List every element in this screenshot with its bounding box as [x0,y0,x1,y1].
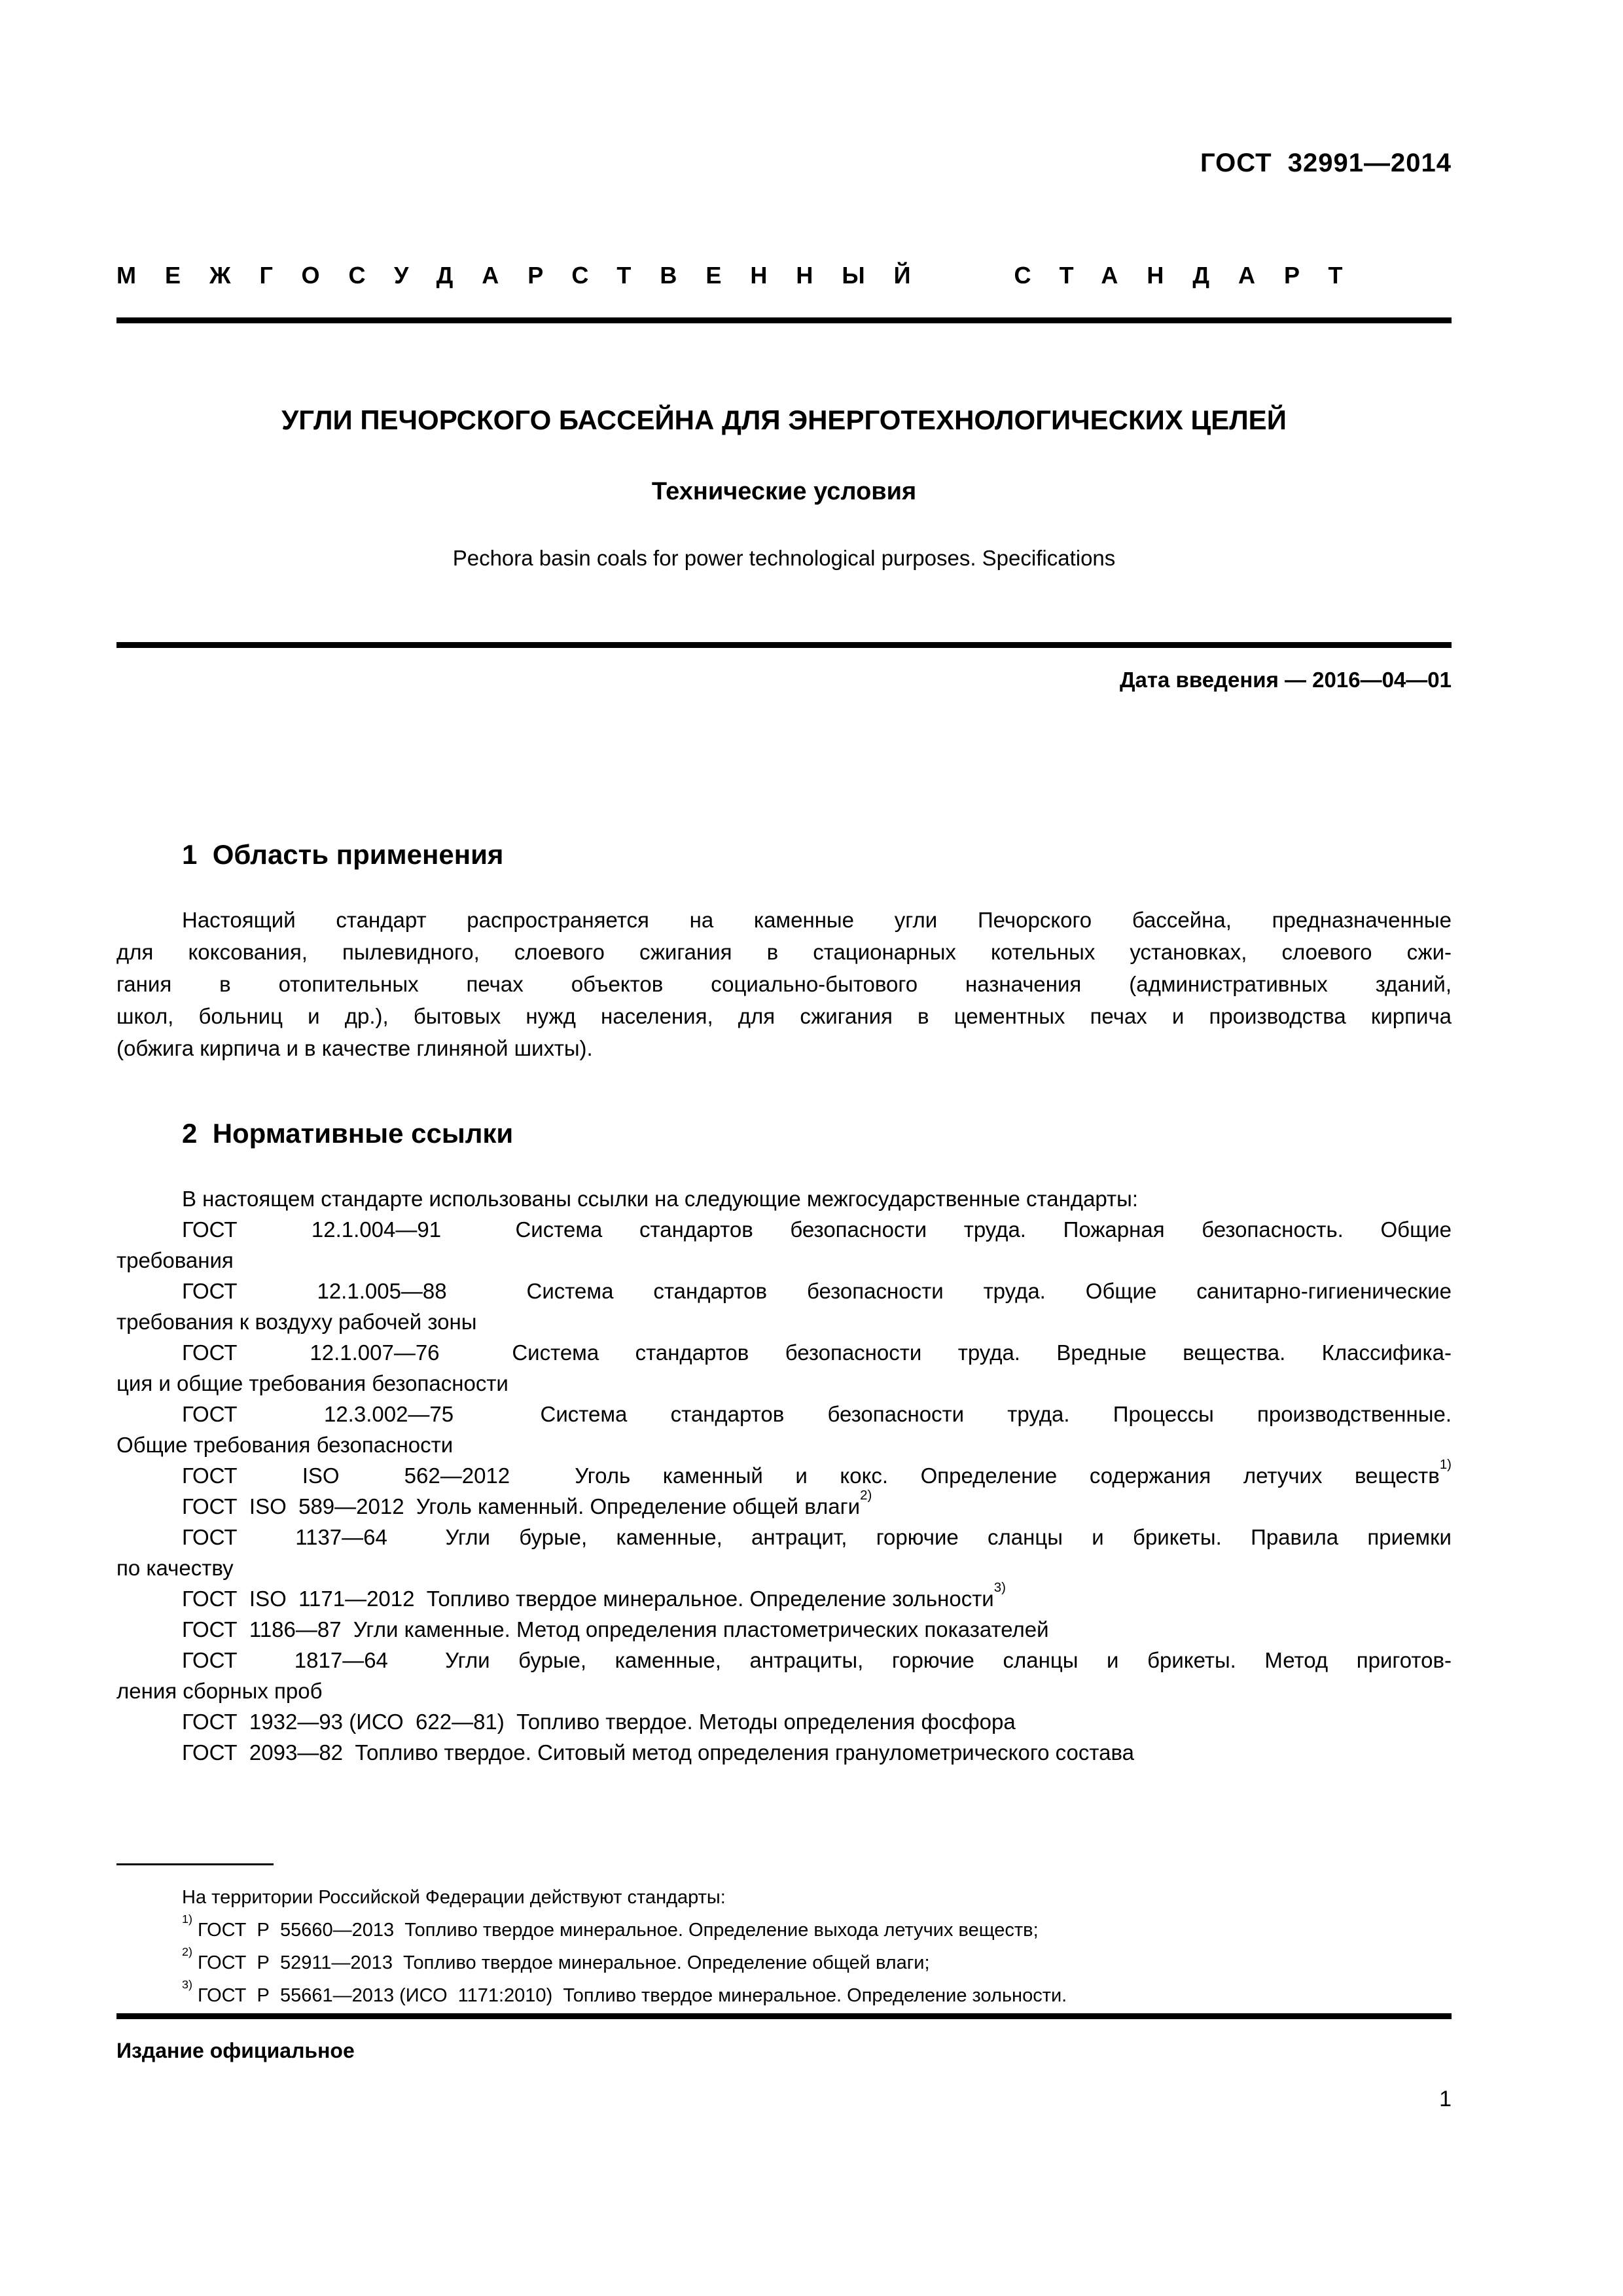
reference-text: ГОСТ ISO 1171—2012 Топливо твердое минеральное. Определение зольности [182,1587,994,1611]
reference-line: ГОСТ 12.1.004—91 Система стандартов безопасности труда. Пожарная безопасность. Общие [182,1217,1452,1242]
reference-line: ГОСТ 12.3.002—75 Система стандартов безопасности труда. Процессы производственные. [182,1402,1452,1426]
footnote-text: ГОСТ Р 55660—2013 Топливо твердое минеральное. Определение выхода летучих веществ; [192,1920,1039,1941]
page-content [0,148,1623,2113]
reference-line: ления сборных проб [116,1679,323,1703]
title-rule [116,642,1452,648]
reference-line: требования к воздуху рабочей зоны [116,1310,477,1334]
reference-line [116,1579,1452,1614]
paragraph-line: для коксования, пылевидного, слоевого сжигания в стационарных котельных установках, слоевого сжи- [116,940,1452,964]
footnote-ref-marker: 1) [1439,1456,1452,1472]
reference-line: ГОСТ 2093—82 Топливо твердое. Ситовый метод определения гранулометрического состава [182,1740,1134,1765]
section-1-heading: 1 Область применения [182,839,504,870]
page-number: 1 [1439,2087,1452,2111]
reference-line: ГОСТ 12.1.005—88 Система стандартов безопасности труда. Общие санитарно-гигиенические [182,1279,1452,1303]
reference-line: требования [116,1248,234,1272]
reference-line: ция и общие требования безопасности [116,1371,508,1395]
paragraph-line: школ, больниц и др.), бытовых нужд населения, для сжигания в цементных печах и производства кирпича [116,1004,1452,1028]
reference-line: по качеству [116,1556,234,1580]
footnotes [116,1881,1452,2012]
section-2-body [116,1183,1452,1768]
section-1-body [116,904,1452,1064]
document-subtitle: Технические условия [651,478,917,505]
reference-line: ГОСТ 1817—64 Угли бурые, каменные, антрациты, горючие сланцы и брикеты. Метод приготов- [182,1648,1452,1672]
reference-line: ГОСТ 1932—93 (ИСО 622—81) Топливо твердое. Методы определения фосфора [182,1710,1016,1734]
top-rule [116,317,1452,323]
footnote-line [116,1946,1452,1979]
footnote-marker: 3) [182,1978,192,1992]
paragraph-line: Настоящий стандарт распространяется на каменные угли Печорского бассейна, предназначенные [182,908,1452,932]
paragraph-line: гания в отопительных печах объектов социально-бытового назначения (административных зданий, [116,972,1452,996]
footnote-text: ГОСТ Р 55661—2013 (ИСО 1171:2010) Топливо твердое минеральное. Определение зольности. [192,1985,1067,2006]
document-title-en: Pechora basin coals for power technological purposes. Specifications [452,546,1116,570]
footnote-intro: На территории Российской Федерации действуют стандарты: [182,1887,726,1908]
reference-line: ГОСТ 1186—87 Угли каменные. Метод определения пластометрических показателей [182,1617,1049,1641]
official-edition-label: Издание официальное [116,2039,355,2062]
footnote-line [116,1979,1452,2012]
section-2-heading: 2 Нормативные ссылки [182,1118,514,1149]
footnote-marker: 1) [182,1912,192,1926]
bottom-rule [116,2013,1452,2019]
reference-line: ГОСТ 1137—64 Угли бурые, каменные, антрацит, горючие сланцы и брикеты. Правила приемки [182,1525,1452,1549]
reference-line [116,1487,1452,1522]
document-title: УГЛИ ПЕЧОРСКОГО БАССЕЙНА ДЛЯ ЭНЕРГОТЕХНОЛОГИЧЕСКИХ ЦЕЛЕЙ [281,404,1287,435]
reference-text: ГОСТ ISO 589—2012 Уголь каменный. Определение общей влаги [182,1494,861,1518]
standard-type-label: МЕЖГОСУДАРСТВЕННЫЙ СТАНДАРТ [116,262,1372,289]
footnote-text: ГОСТ Р 52911—2013 Топливо твердое минеральное. Определение общей влаги; [192,1952,930,1973]
footnote-ref-marker: 3) [993,1579,1006,1595]
effective-date: Дата введения — 2016—04—01 [1120,668,1452,692]
references-intro: В настоящем стандарте использованы ссылки на следующие межгосударственные стандарты: [182,1187,1139,1211]
reference-line: Общие требования безопасности [116,1433,454,1457]
footnote-marker: 2) [182,1945,192,1959]
footnote-line [116,1914,1452,1946]
reference-line: ГОСТ 12.1.007—76 Система стандартов безопасности труда. Вредные вещества. Классифика- [182,1340,1452,1365]
doc-number: ГОСТ 32991—2014 [1200,149,1452,177]
footnote-ref-marker: 2) [860,1487,872,1503]
footnote-separator [116,1863,274,1865]
paragraph-line: (обжига кирпича и в качестве глиняной шихты). [116,1036,593,1060]
reference-line [116,1456,1452,1491]
reference-text: ГОСТ ISO 562—2012 Уголь каменный и кокс. Определение содержания летучих веществ [182,1463,1440,1488]
